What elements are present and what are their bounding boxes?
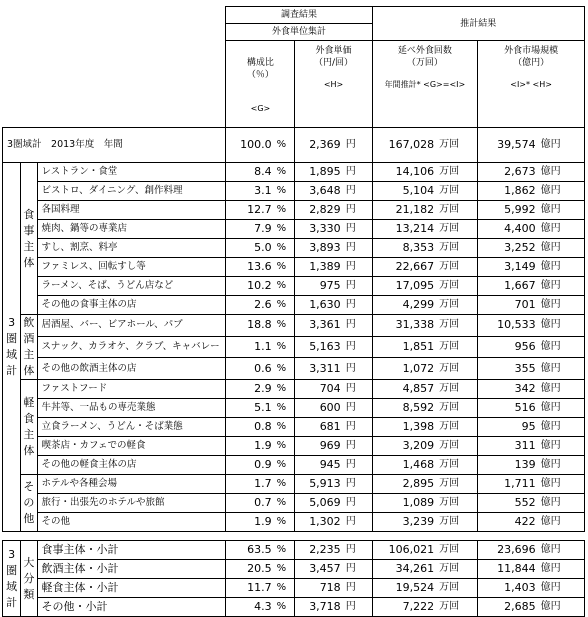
row-price-unit: 円 xyxy=(344,437,372,456)
row-market-unit: 億円 xyxy=(539,380,585,399)
row-label: 焼肉、鍋等の専業店 xyxy=(37,220,226,239)
subtotal-market-unit: 億円 xyxy=(539,541,585,560)
subtotal-pct-unit: % xyxy=(275,560,295,579)
subtotal-market: 23,696 xyxy=(478,541,539,560)
row-market-unit: 億円 xyxy=(539,277,585,296)
row-pct-unit: % xyxy=(275,456,295,475)
row-market-unit: 億円 xyxy=(539,182,585,201)
subtotal-price: 2,235 xyxy=(295,541,344,560)
row-price-unit: 円 xyxy=(344,475,372,494)
table-row xyxy=(3,220,585,239)
row-pct: 13.6 xyxy=(226,258,275,277)
col-market-label: 外食市場規模 （億円） xyxy=(504,46,559,68)
row-visits: 2,895 xyxy=(372,475,437,494)
row-visits-unit: 万回 xyxy=(437,380,478,399)
row-pct-unit: % xyxy=(275,494,295,513)
row-pct-unit: % xyxy=(275,336,295,358)
subtotal-pct: 4.3 xyxy=(226,598,275,617)
table-row xyxy=(3,182,585,201)
row-visits-unit: 万回 xyxy=(437,418,478,437)
row-price: 3,330 xyxy=(295,220,344,239)
row-price-unit: 円 xyxy=(344,315,372,337)
row-market-unit: 億円 xyxy=(539,239,585,258)
row-price: 1,630 xyxy=(295,296,344,315)
row-label: ファストフード xyxy=(37,380,226,399)
row-price-unit: 円 xyxy=(344,513,372,532)
row-pct: 7.9 xyxy=(226,220,275,239)
row-label: ビストロ、ダイニング、創作料理 xyxy=(37,182,226,201)
row-market: 956 xyxy=(478,336,539,358)
row-label: ファミレス、回転すし等 xyxy=(37,258,226,277)
header-blank xyxy=(3,7,226,128)
row-market-unit: 億円 xyxy=(539,258,585,277)
row-pct-unit: % xyxy=(275,163,295,182)
row-label: 各国料理 xyxy=(37,201,226,220)
row-market-unit: 億円 xyxy=(539,220,585,239)
row-market-unit: 億円 xyxy=(539,336,585,358)
row-visits-unit: 万回 xyxy=(437,399,478,418)
row-price: 3,311 xyxy=(295,358,344,380)
row-price: 3,361 xyxy=(295,315,344,337)
total-pct-unit: % xyxy=(275,128,295,163)
row-pct: 0.8 xyxy=(226,418,275,437)
row-market: 701 xyxy=(478,296,539,315)
total-pct: 100.0 xyxy=(226,128,275,163)
row-pct: 0.6 xyxy=(226,358,275,380)
col-price-header xyxy=(295,41,372,128)
row-visits-unit: 万回 xyxy=(437,494,478,513)
subtotal-row xyxy=(3,598,585,617)
row-label: 居酒屋、バー、ビアホール、パブ xyxy=(37,315,226,337)
row-pct: 10.2 xyxy=(226,277,275,296)
row-visits-unit: 万回 xyxy=(437,277,478,296)
subtotal-pct: 63.5 xyxy=(226,541,275,560)
row-market: 1,711 xyxy=(478,475,539,494)
row-price: 5,069 xyxy=(295,494,344,513)
subtotal-price: 718 xyxy=(295,579,344,598)
row-pct-unit: % xyxy=(275,315,295,337)
row-visits: 3,209 xyxy=(372,437,437,456)
col-pct-header xyxy=(226,41,295,128)
subtotal-pct-unit: % xyxy=(275,541,295,560)
row-visits-unit: 万回 xyxy=(437,239,478,258)
table-row xyxy=(3,358,585,380)
area2-side-label: 3 圏 域 計 xyxy=(3,541,21,617)
subtotal-market-unit: 億円 xyxy=(539,598,585,617)
subtotal-price-unit: 円 xyxy=(344,541,372,560)
table-row xyxy=(3,513,585,532)
row-pct: 12.7 xyxy=(226,201,275,220)
row-price-unit: 円 xyxy=(344,456,372,475)
row-market-unit: 億円 xyxy=(539,437,585,456)
col-market-code: <I>* <H> xyxy=(510,80,552,89)
subtotal-visits: 106,021 xyxy=(372,541,437,560)
row-visits-unit: 万回 xyxy=(437,336,478,358)
row-pct-unit: % xyxy=(275,380,295,399)
row-visits-unit: 万回 xyxy=(437,220,478,239)
row-pct-unit: % xyxy=(275,239,295,258)
subtotal-price: 3,457 xyxy=(295,560,344,579)
total-market-unit: 億円 xyxy=(539,128,585,163)
row-pct-unit: % xyxy=(275,277,295,296)
subtotal-visits-unit: 万回 xyxy=(437,598,478,617)
major-side-label: 大 分 類 xyxy=(21,541,37,617)
table-row xyxy=(3,239,585,258)
row-visits: 4,299 xyxy=(372,296,437,315)
row-label: 立食ラーメン、うどん・そば業態 xyxy=(37,418,226,437)
row-price: 3,648 xyxy=(295,182,344,201)
row-price-unit: 円 xyxy=(344,201,372,220)
row-label: 牛丼等、一品もの専売業態 xyxy=(37,399,226,418)
row-market: 342 xyxy=(478,380,539,399)
subtotal-pct: 20.5 xyxy=(226,560,275,579)
row-price-unit: 円 xyxy=(344,277,372,296)
table-row xyxy=(3,399,585,418)
row-price-unit: 円 xyxy=(344,220,372,239)
col-pct-code: <G> xyxy=(250,104,271,113)
subtotal-price: 3,718 xyxy=(295,598,344,617)
row-pct: 1.9 xyxy=(226,437,275,456)
table-row xyxy=(3,296,585,315)
subtotal-label: その他・小計 xyxy=(37,598,226,617)
row-pct-unit: % xyxy=(275,513,295,532)
row-market-unit: 億円 xyxy=(539,418,585,437)
row-market: 1,862 xyxy=(478,182,539,201)
subtotal-market: 1,403 xyxy=(478,579,539,598)
col-pct-label: 構成比 （％） xyxy=(246,58,274,80)
row-pct: 0.9 xyxy=(226,456,275,475)
row-market-unit: 億円 xyxy=(539,513,585,532)
row-label: ホテルや各種会場 xyxy=(37,475,226,494)
row-label: ラーメン、そば、うどん店など xyxy=(37,277,226,296)
row-pct-unit: % xyxy=(275,399,295,418)
subtotal-market-unit: 億円 xyxy=(539,560,585,579)
col-market-header xyxy=(478,41,585,128)
row-price: 945 xyxy=(295,456,344,475)
subtotal-price-unit: 円 xyxy=(344,579,372,598)
subtotal-market-unit: 億円 xyxy=(539,579,585,598)
row-pct: 3.1 xyxy=(226,182,275,201)
row-visits-unit: 万回 xyxy=(437,163,478,182)
row-visits: 1,851 xyxy=(372,336,437,358)
row-pct: 18.8 xyxy=(226,315,275,337)
row-market: 552 xyxy=(478,494,539,513)
row-price: 5,913 xyxy=(295,475,344,494)
row-price-unit: 円 xyxy=(344,358,372,380)
row-pct: 2.6 xyxy=(226,296,275,315)
row-price: 2,829 xyxy=(295,201,344,220)
row-market-unit: 億円 xyxy=(539,358,585,380)
row-pct: 8.4 xyxy=(226,163,275,182)
table-row xyxy=(3,277,585,296)
row-market: 5,992 xyxy=(478,201,539,220)
row-pct-unit: % xyxy=(275,296,295,315)
row-visits: 22,667 xyxy=(372,258,437,277)
subtotal-row xyxy=(3,560,585,579)
row-visits: 1,398 xyxy=(372,418,437,437)
row-price: 1,389 xyxy=(295,258,344,277)
subtotal-pct: 11.7 xyxy=(226,579,275,598)
total-price: 2,369 xyxy=(295,128,344,163)
total-visits: 167,028 xyxy=(372,128,437,163)
row-price: 600 xyxy=(295,399,344,418)
subtotal-row xyxy=(3,579,585,598)
row-market: 3,149 xyxy=(478,258,539,277)
row-visits-unit: 万回 xyxy=(437,201,478,220)
table-row xyxy=(3,456,585,475)
total-label: 3圏域計 2013年度 年間 xyxy=(3,128,226,163)
row-visits-unit: 万回 xyxy=(437,437,478,456)
row-price-unit: 円 xyxy=(344,239,372,258)
row-price-unit: 円 xyxy=(344,380,372,399)
table-row xyxy=(3,336,585,358)
row-market: 2,673 xyxy=(478,163,539,182)
row-pct: 5.1 xyxy=(226,399,275,418)
row-price: 969 xyxy=(295,437,344,456)
section-spacer xyxy=(3,532,585,541)
row-price: 5,163 xyxy=(295,336,344,358)
subtotal-market: 2,685 xyxy=(478,598,539,617)
spacer-cell xyxy=(3,532,585,541)
row-visits: 31,338 xyxy=(372,315,437,337)
row-label: スナック、カラオケ、クラブ、キャバレー xyxy=(37,336,226,358)
row-market-unit: 億円 xyxy=(539,163,585,182)
row-price: 1,302 xyxy=(295,513,344,532)
col-visits-header xyxy=(372,41,478,128)
subtotal-label: 軽食主体・小計 xyxy=(37,579,226,598)
total-visits-unit: 万回 xyxy=(437,128,478,163)
row-visits-unit: 万回 xyxy=(437,258,478,277)
row-pct: 2.9 xyxy=(226,380,275,399)
subtotal-market: 11,844 xyxy=(478,560,539,579)
subtotal-visits: 34,261 xyxy=(372,560,437,579)
table-row xyxy=(3,418,585,437)
subtotal-row xyxy=(3,541,585,560)
table-row xyxy=(3,201,585,220)
other-side-label: そ の 他 xyxy=(21,475,37,532)
row-price: 1,895 xyxy=(295,163,344,182)
row-pct-unit: % xyxy=(275,201,295,220)
row-market: 355 xyxy=(478,358,539,380)
row-pct: 5.0 xyxy=(226,239,275,258)
table-row xyxy=(3,437,585,456)
row-visits: 1,468 xyxy=(372,456,437,475)
food-side-label: 食 事 主 体 xyxy=(21,163,37,315)
table-row xyxy=(3,475,585,494)
row-label: 旅行・出張先のホテルや旅館 xyxy=(37,494,226,513)
row-price-unit: 円 xyxy=(344,163,372,182)
row-visits: 17,095 xyxy=(372,277,437,296)
row-market: 1,667 xyxy=(478,277,539,296)
row-market: 95 xyxy=(478,418,539,437)
subtotal-visits-unit: 万回 xyxy=(437,560,478,579)
row-market-unit: 億円 xyxy=(539,296,585,315)
subtotal-pct-unit: % xyxy=(275,579,295,598)
total-market: 39,574 xyxy=(478,128,539,163)
subtotal-visits: 19,524 xyxy=(372,579,437,598)
market-table xyxy=(2,6,585,617)
table-row xyxy=(3,380,585,399)
row-pct-unit: % xyxy=(275,182,295,201)
row-visits: 8,353 xyxy=(372,239,437,258)
row-price-unit: 円 xyxy=(344,418,372,437)
row-market: 311 xyxy=(478,437,539,456)
col-price-code: <H> xyxy=(323,80,344,89)
row-market: 139 xyxy=(478,456,539,475)
row-visits-unit: 万回 xyxy=(437,513,478,532)
row-visits: 5,104 xyxy=(372,182,437,201)
row-label: すし、割烹、料亭 xyxy=(37,239,226,258)
row-visits-unit: 万回 xyxy=(437,358,478,380)
row-label: 喫茶店・カフェでの軽食 xyxy=(37,437,226,456)
row-pct: 0.7 xyxy=(226,494,275,513)
row-pct-unit: % xyxy=(275,418,295,437)
row-visits: 1,089 xyxy=(372,494,437,513)
total-price-unit: 円 xyxy=(344,128,372,163)
subtotal-pct-unit: % xyxy=(275,598,295,617)
row-price-unit: 円 xyxy=(344,258,372,277)
row-market-unit: 億円 xyxy=(539,399,585,418)
row-market: 516 xyxy=(478,399,539,418)
row-visits: 8,592 xyxy=(372,399,437,418)
row-pct-unit: % xyxy=(275,220,295,239)
est-group-header: 推計結果 xyxy=(372,7,584,41)
row-visits: 3,239 xyxy=(372,513,437,532)
row-price-unit: 円 xyxy=(344,296,372,315)
row-price-unit: 円 xyxy=(344,336,372,358)
row-visits: 4,857 xyxy=(372,380,437,399)
row-visits-unit: 万回 xyxy=(437,315,478,337)
row-market-unit: 億円 xyxy=(539,456,585,475)
subtotal-label: 飲酒主体・小計 xyxy=(37,560,226,579)
row-visits-unit: 万回 xyxy=(437,475,478,494)
light-side-label: 軽 食 主 体 xyxy=(21,380,37,475)
row-pct: 1.7 xyxy=(226,475,275,494)
row-visits-unit: 万回 xyxy=(437,456,478,475)
row-label: レストラン・食堂 xyxy=(37,163,226,182)
table-row xyxy=(3,315,585,337)
col-visits-code: 年間推計* <G>=<I> xyxy=(384,80,466,89)
subtotal-label: 食事主体・小計 xyxy=(37,541,226,560)
row-label: その他の食事主体の店 xyxy=(37,296,226,315)
area-side-label: 3 圏 域 計 xyxy=(3,163,21,532)
row-pct-unit: % xyxy=(275,258,295,277)
row-label: その他の飲酒主体の店 xyxy=(37,358,226,380)
survey-group-header: 調査結果 xyxy=(226,7,372,24)
row-price: 704 xyxy=(295,380,344,399)
subtotal-price-unit: 円 xyxy=(344,598,372,617)
row-market-unit: 億円 xyxy=(539,315,585,337)
row-pct: 1.1 xyxy=(226,336,275,358)
col-price-label: 外食単価 （円/回） xyxy=(314,46,354,68)
subtotal-visits: 7,222 xyxy=(372,598,437,617)
row-pct-unit: % xyxy=(275,475,295,494)
row-market: 4,400 xyxy=(478,220,539,239)
row-market-unit: 億円 xyxy=(539,475,585,494)
subtotal-visits-unit: 万回 xyxy=(437,541,478,560)
row-visits: 13,214 xyxy=(372,220,437,239)
subtotal-price-unit: 円 xyxy=(344,560,372,579)
row-visits: 1,072 xyxy=(372,358,437,380)
row-price: 681 xyxy=(295,418,344,437)
row-price-unit: 円 xyxy=(344,399,372,418)
row-visits: 21,182 xyxy=(372,201,437,220)
row-pct-unit: % xyxy=(275,358,295,380)
row-market: 3,252 xyxy=(478,239,539,258)
row-price: 975 xyxy=(295,277,344,296)
row-label: その他 xyxy=(37,513,226,532)
col-visits-label: 延べ外食回数 （万回） xyxy=(397,46,452,68)
row-price: 3,893 xyxy=(295,239,344,258)
table-row xyxy=(3,258,585,277)
row-pct: 1.9 xyxy=(226,513,275,532)
row-price-unit: 円 xyxy=(344,494,372,513)
subtotal-visits-unit: 万回 xyxy=(437,579,478,598)
row-market-unit: 億円 xyxy=(539,494,585,513)
row-pct-unit: % xyxy=(275,437,295,456)
row-market-unit: 億円 xyxy=(539,201,585,220)
row-visits: 14,106 xyxy=(372,163,437,182)
row-label: その他の軽食主体の店 xyxy=(37,456,226,475)
row-visits-unit: 万回 xyxy=(437,296,478,315)
table-row xyxy=(3,163,585,182)
survey-sub-header: 外食単位集計 xyxy=(226,24,372,41)
table-row xyxy=(3,494,585,513)
row-price-unit: 円 xyxy=(344,182,372,201)
row-market: 10,533 xyxy=(478,315,539,337)
drink-side-label: 飲 酒 主 体 xyxy=(21,315,37,380)
row-market: 422 xyxy=(478,513,539,532)
row-visits-unit: 万回 xyxy=(437,182,478,201)
